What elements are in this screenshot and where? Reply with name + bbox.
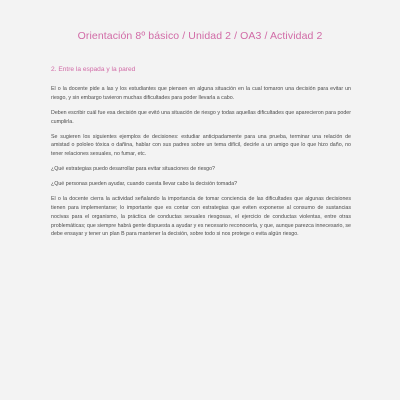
paragraph-intro: El o la docente pide a las y los estudiantes que piensen en alguna situación en la cual tomaron una decisión para evitar un riesgo, y sin embargo tuvieron muchas dificultades para poder llevarla a cabo. [51, 86, 351, 101]
paragraph-instructions: Deben escribir cuál fue esa decisión que evitó una situación de riesgo y todas aquellas dificultades que aparecieron para poder cumplirla. [51, 109, 351, 125]
paragraph-examples: Se sugieren los siguientes ejemplos de decisiones: estudiar anticipadamente para una prueba, terminar una relación de amistad o pololeo tóxica o dañina, hablar con sus padres sobre un tema difícil, decirle a un amigo que lo que hizo daño, no tener relaciones sexuales, no fumar, etc. [51, 133, 351, 158]
section-title: 2. Entre la espada y la pared [51, 66, 136, 73]
question-people: ¿Qué personas pueden ayudar, cuando cuesta llevar cabo la decisión tomada? [51, 181, 238, 188]
page-header-title: Orientación 8º básico / Unidad 2 / OA3 / Actividad 2 [77, 30, 323, 42]
paragraph-closing: El o la docente cierra la actividad señalando la importancia de tomar conciencia de las dificultades que algunas decisiones tienen para implementarse; lo importante que es contar con estrategias que eviten exponerse al consumo de sustancias nocivas para el organismo, la práctica de conductas sexuales riesgosas, el ejercicio de conductas violentas, entre otras problemáticas; que siempre habrá gente dispuesta a ayudar y es necesario reconocerla, y que, aunque parezca innecesario, se debe ensayar y tener un plan B para mantener la decisión, sobre todo si nos protege o evita algún riesgo. [51, 196, 351, 238]
question-strategies: ¿Qué estrategias puedo desarrollar para evitar situaciones de riesgo? [51, 166, 216, 173]
document-body [51, 85, 351, 245]
